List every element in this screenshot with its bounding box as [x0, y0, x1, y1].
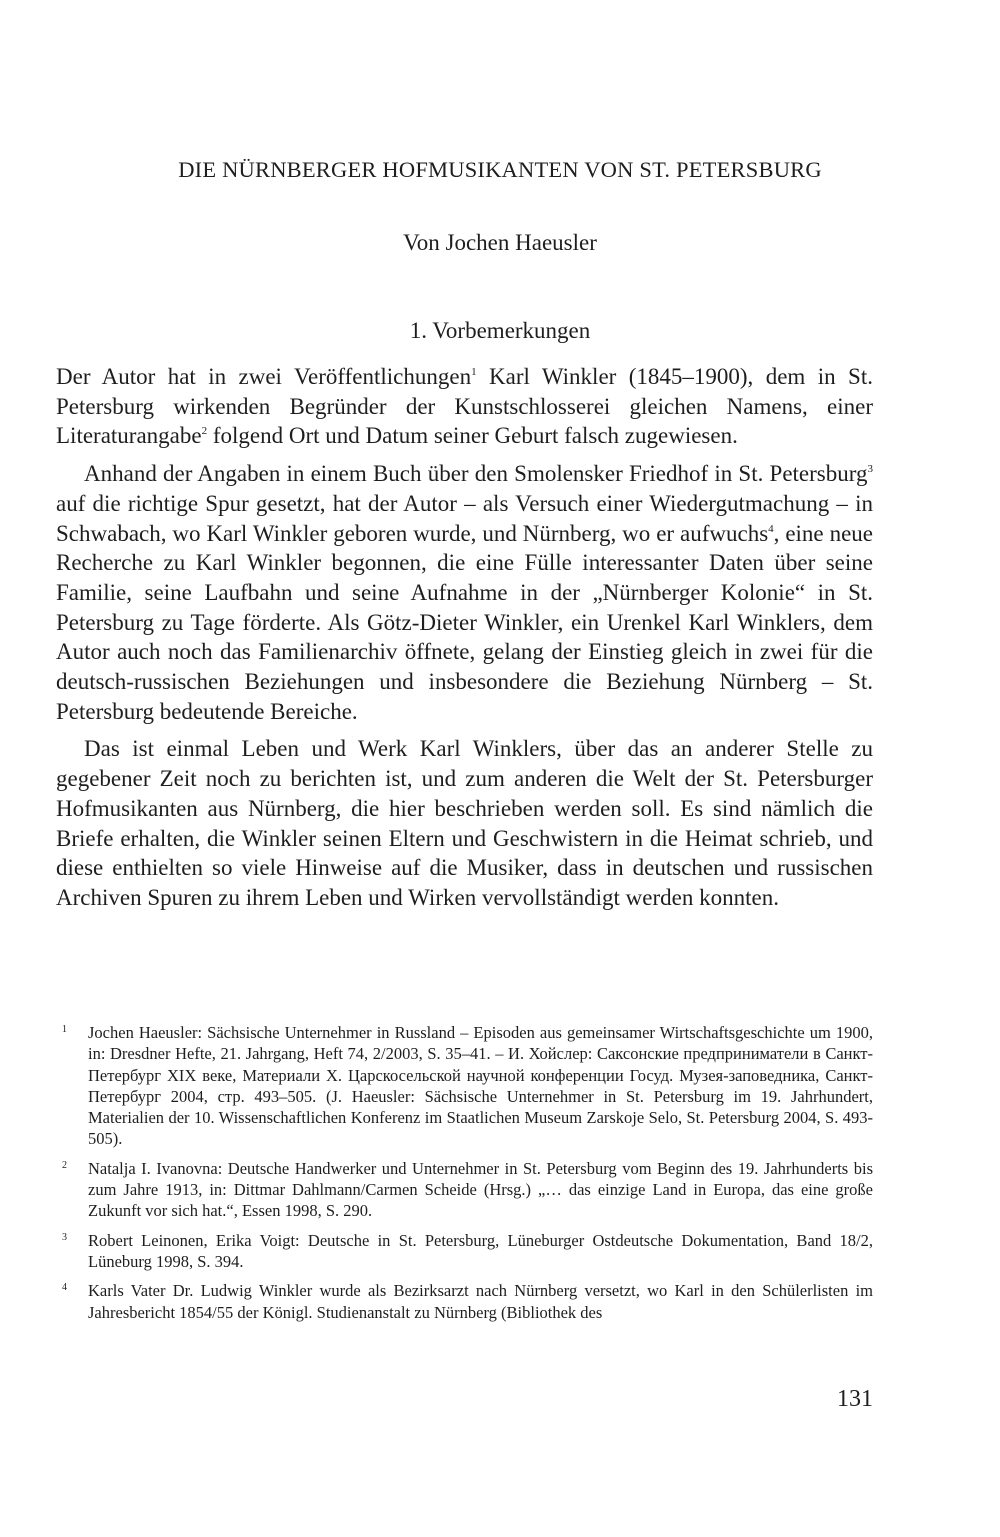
paragraph-text: Karl Winkler (1845–1900), dem in St. Petersburg wirkenden Begründer der Kunstschlosserei gleichen Namens, einer Literaturangabe [56, 364, 873, 449]
paragraph-text: Der Autor hat in zwei Veröffentlichungen [56, 364, 472, 389]
footnote-text: Natalja I. Ivanovna: Deutsche Handwerker und Unternehmer in St. Petersburg vom Beginn des 19. Jahrhunderts bis zum Jahre 1913, in: Dittmar Dahlmann/Carmen Scheide (Hrsg.) „… das einzige Land in Europa, das eine große Zukunft vor sich hat.“, Essen 1998, S. 290. [88, 1158, 873, 1221]
footnote-number: 3 [62, 1231, 67, 1243]
body-text [56, 362, 873, 921]
footnote-text: Jochen Haeusler: Sächsische Unternehmer in Russland – Episoden aus gemeinsamer Wirtschaftsgeschichte um 1900, in: Dresdner Hefte, 21. Jahrgang, Heft 74, 2/2003, S. 35–41. – И. Хойслер: Саксонские предприниматели в Санкт-Петербург XIX веке, Материали X. Царскосельской научной конференции Госуд. Музея-заповедника, Санкт-Петербург 2004, стр. 493–505. (J. Haeusler: Sächsische Unternehmer in St. Petersburg im 19. Jahrhundert, Materialien der 10. Wissenschaftlichen Konferenz im Staatlichen Museum Zarskoje Selo, St. Petersburg 2004, S. 493-505). [88, 1023, 873, 1149]
footnote-number: 2 [62, 1159, 67, 1171]
section-heading: 1. Vorbemerkungen [409, 318, 591, 343]
paragraph-text: folgend Ort und Datum seiner Geburt falsch zugewiesen. [207, 423, 738, 449]
article-title: DIE NÜRNBERGER HOFMUSIKANTEN VON ST. PETERSBURG [178, 157, 822, 182]
page-number: 131 [837, 1386, 873, 1412]
footnote [56, 1022, 873, 1150]
paragraph-text: Anhand der Angaben in einem Buch über den Smolensker Friedhof in St. Petersburg [84, 461, 868, 487]
footnote-ref[interactable]: 2 [201, 425, 208, 438]
footnote-ref[interactable]: 4 [768, 522, 774, 535]
paragraph: Das ist einmal Leben und Werk Karl Winklers, über das an anderer Stelle zu gegebener Zeit noch zu berichten ist, und zum anderen die Welt der St. Petersburger Hofmusikanten aus Nürnberg, die hier beschrieben werden soll. Es sind nämlich die Briefe erhalten, die Winkler seinen Eltern und Geschwistern in die Heimat schrieb, und diese enthielten so viele Hinweise auf die Musiker, dass in deutschen und russischen Archiven Spuren zu ihrem Leben und Wirken vervollständigt werden konnten. [56, 736, 873, 910]
paragraph [56, 362, 873, 451]
paragraph-text: auf die richtige Spur gesetzt, hat der Autor – als Versuch einer Wiedergutmachung – in Schwabach, wo Karl Winkler geboren wurde, und Nürnberg, wo er aufwuchs [56, 490, 873, 546]
paragraph-text: , eine neue Recherche zu Karl Winkler begonnen, die eine Fülle interessanter Daten über seine Familie, seine Laufbahn und seine Aufnahme in der „Nürnberger Kolonie“ in St. Petersburg zu Tage förderte. Als Götz-Dieter Winkler, ein Urenkel Karl Winklers, dem Autor auch noch das Familienarchiv öffnete, gelang der Einstieg gleich in zwei für die deutsch-russischen Beziehungen und insbesondere die Beziehung Nürnberg – St. Petersburg bedeutende Bereiche. [56, 520, 873, 724]
footnote-text: Robert Leinonen, Erika Voigt: Deutsche in St. Petersburg, Lüneburger Ostdeutsche Dokumentation, Band 18/2, Lüneburg 1998, S. 394. [88, 1230, 873, 1271]
footnote-text: Karls Vater Dr. Ludwig Winkler wurde als Bezirksarzt nach Nürnberg versetzt, wo Karl in den Schülerlisten im Jahresbericht 1854/55 der Königl. Studienanstalt zu Nürnberg (Bibliothek des [88, 1281, 873, 1322]
paragraph [56, 459, 873, 726]
footnotes [56, 1022, 873, 1331]
footnote-number: 4 [62, 1282, 67, 1294]
footnote [56, 1280, 873, 1323]
footnote [56, 1230, 873, 1273]
footnote-ref[interactable]: 1 [471, 366, 477, 378]
footnote-ref[interactable]: 3 [867, 463, 873, 476]
footnote-number: 1 [62, 1024, 67, 1035]
author-byline: Von Jochen Haeusler [403, 230, 597, 255]
footnote [56, 1158, 873, 1222]
